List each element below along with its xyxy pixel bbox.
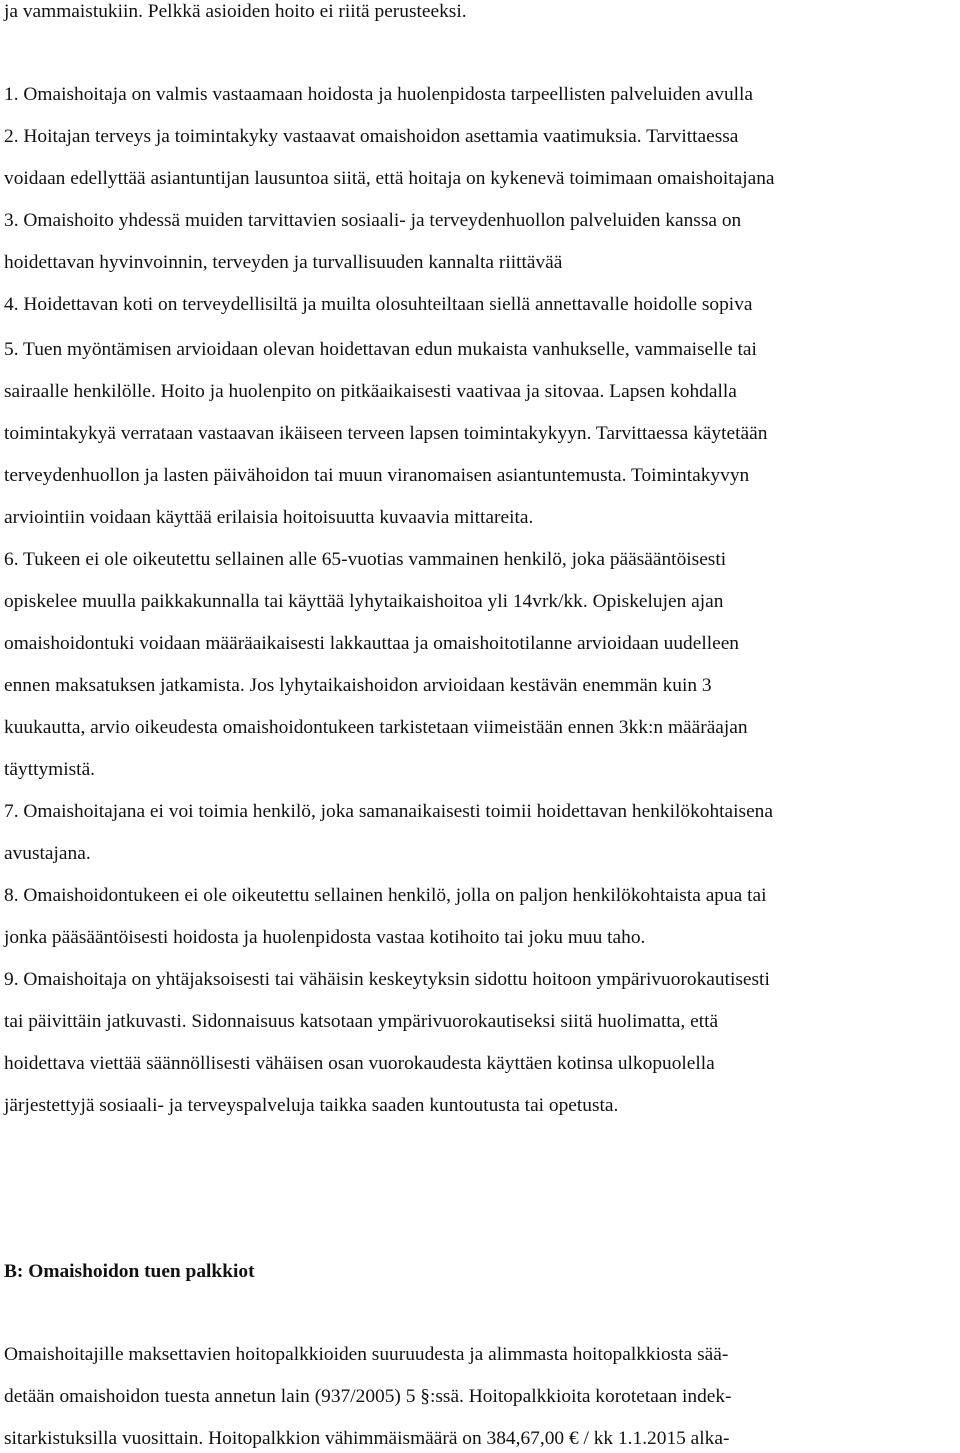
text-line: 5. Tuen myöntämisen arvioidaan olevan hoidettavan edun mukaista vanhukselle, vammaiselle tai [4,339,757,360]
text-line: tai päivittäin jatkuvasti. Sidonnaisuus katsotaan ympärivuorokautiseksi siitä huolimatta, että [4,1011,719,1032]
text-line: arviointiin voidaan käyttää erilaisia hoitoisuutta kuvaavia mittareita. [4,507,534,528]
text-line: täyttymistä. [4,759,96,780]
text-line: terveydenhuollon ja lasten päivähoidon tai muun viranomaisen asiantuntemusta. Toimintakyvyn [4,465,750,486]
text-line: järjestettyjä sosiaali- ja terveyspalveluja taikka saaden kuntoutusta tai opetusta. [4,1095,619,1116]
text-line: ja vammaistukiin. Pelkkä asioiden hoito ei riitä perusteeksi. [4,1,467,22]
text-line: opiskelee muulla paikkakunnalla tai käyttää lyhytaikaishoitoa yli 14vrk/kk. Opiskelujen ajan [4,591,724,612]
text-line: 1. Omaishoitaja on valmis vastaamaan hoidosta ja huolenpidosta tarpeellisten palveluiden avulla [4,84,754,105]
section-text-line: detään omaishoidon tuesta annetun lain (937/2005) 5 §:ssä. Hoitopalkkioita korotetaan indek- [4,1386,732,1407]
text-line: hoidettavan hyvinvoinnin, terveyden ja turvallisuuden kannalta riittävää [4,252,563,273]
text-line: 6. Tukeen ei ole oikeutettu sellainen alle 65-vuotias vammainen henkilö, joka pääsääntöisesti [4,549,727,570]
section-heading: B: Omaishoidon tuen palkkiot [4,1261,255,1282]
text-line: 9. Omaishoitaja on yhtäjaksoisesti tai vähäisin keskeytyksin sidottu hoitoon ympärivuorokautisesti [4,969,770,990]
text-line: kuukautta, arvio oikeudesta omaishoidontukeen tarkistetaan viimeistään ennen 3kk:n määräajan [4,717,748,738]
text-line: 3. Omaishoito yhdessä muiden tarvittavien sosiaali- ja terveydenhuollon palveluiden kanssa on [4,210,742,231]
text-line: jonka pääsääntöisesti hoidosta ja huolenpidosta vastaa kotihoito tai joku muu taho. [4,927,646,948]
text-line: 7. Omaishoitajana ei voi toimia henkilö, joka samanaikaisesti toimii hoidettavan henkilökohtaisena [4,801,773,822]
text-line: toimintakykyä verrataan vastaavan ikäiseen terveen lapsen toimintakykyyn. Tarvittaessa käytetään [4,423,768,444]
text-line: 8. Omaishoidontukeen ei ole oikeutettu sellainen henkilö, jolla on paljon henkilökohtaista apua tai [4,885,767,906]
text-line: omaishoidontuki voidaan määräaikaisesti lakkauttaa ja omaishoitotilanne arvioidaan uudelleen [4,633,739,654]
section-text-line: sitarkistuksilla vuosittain. Hoitopalkkion vähimmäismäärä on 384,67,00 € / kk 1.1.2015 alka- [4,1428,730,1449]
text-line: hoidettava viettää säännöllisesti vähäisen osan vuorokaudesta käyttäen kotinsa ulkopuolella [4,1053,715,1074]
text-line: voidaan edellyttää asiantuntijan lausuntoa siitä, että hoitaja on kykenevä toimimaan omaishoitajana [4,168,775,189]
text-line: 4. Hoidettavan koti on terveydellisiltä ja muilta olosuhteiltaan siellä annettavalle hoidolle sopiva [4,294,753,315]
text-line: 2. Hoitajan terveys ja toimintakyky vastaavat omaishoidon asettamia vaatimuksia. Tarvittaessa [4,126,739,147]
section-text-line: Omaishoitajille maksettavien hoitopalkkioiden suuruudesta ja alimmasta hoitopalkkiosta sää- [4,1344,729,1365]
text-line: avustajana. [4,843,91,864]
text-line: sairaalle henkilölle. Hoito ja huolenpito on pitkäaikaisesti vaativaa ja sitovaa. Lapsen kohdalla [4,381,737,402]
text-line: ennen maksatuksen jatkamista. Jos lyhytaikaishoidon arvioidaan kestävän enemmän kuin 3 [4,675,712,696]
